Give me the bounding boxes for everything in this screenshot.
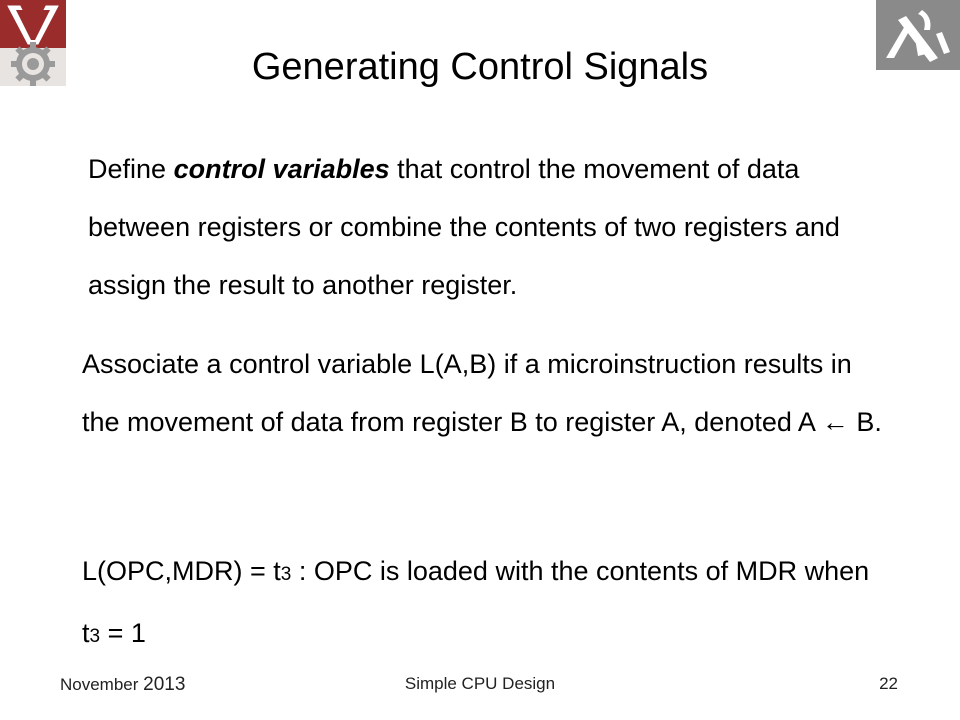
footer-year: 2013 [143, 674, 186, 695]
example-subscript-2: 3 [89, 626, 101, 647]
definition-text-post: that control the movement of data between registers or combine the contents of two registers and assign the result to another register. [88, 154, 840, 300]
example-text-a: L(OPC,MDR) = t [82, 556, 281, 586]
definition-text-pre: Define [88, 154, 174, 184]
example-text-b: : OPC is loaded with the contents of MDR when t [82, 556, 870, 648]
control-variables-emphasis: control variables [173, 154, 390, 184]
footer-title: Simple CPU Design [404, 674, 556, 693]
definition-paragraph [88, 140, 878, 314]
page-number: 22 [879, 674, 898, 693]
association-paragraph: Associate a control variable L(A,B) if a microinstruction results in the movement of data from register B to register A, denoted A ← B. [82, 349, 882, 437]
example-text-c: = 1 [100, 618, 146, 648]
footer-month: November [60, 675, 144, 694]
slide-title: Generating Control Signals [251, 46, 709, 88]
example-subscript-1: 3 [280, 564, 292, 585]
example-paragraph [82, 542, 882, 666]
